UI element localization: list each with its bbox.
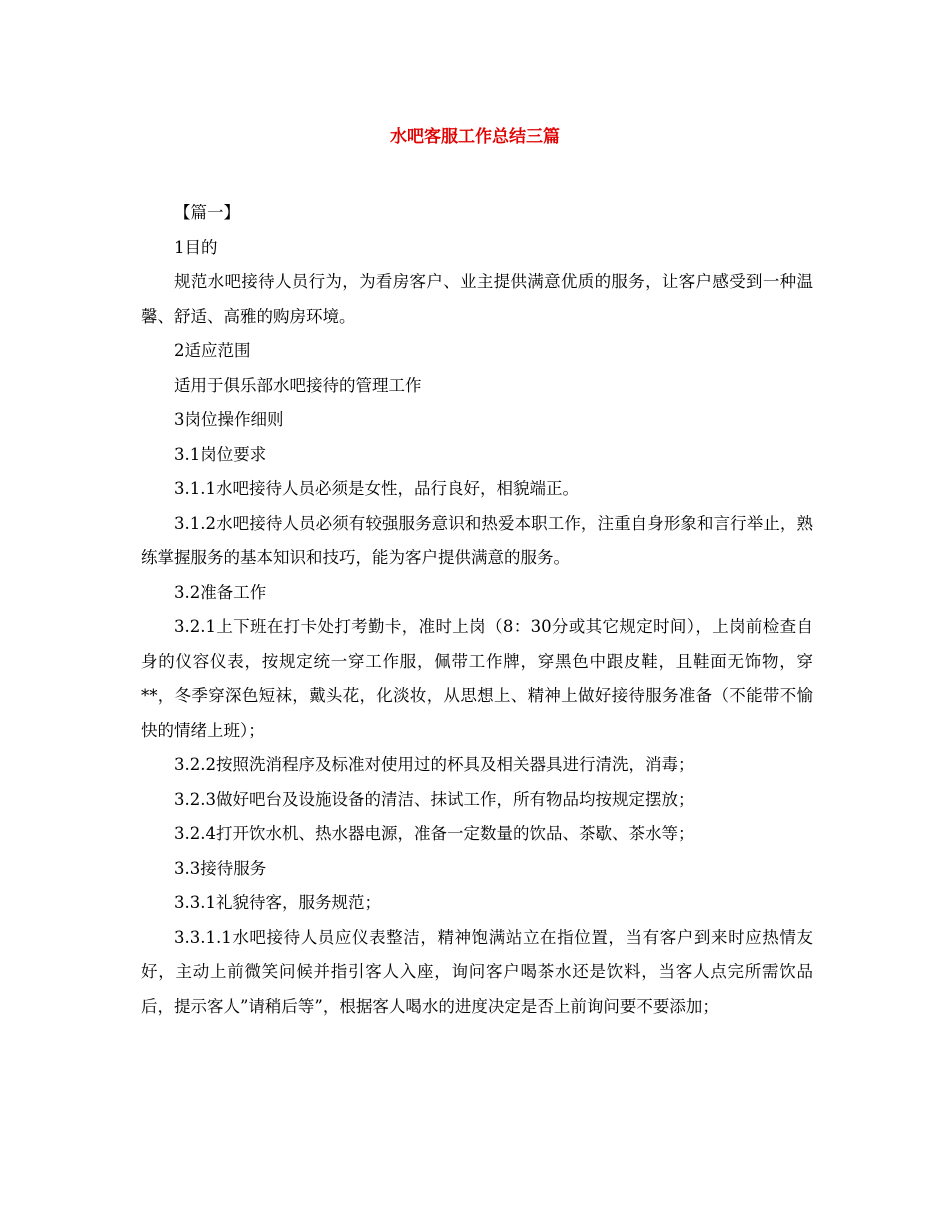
heading-rules: 3岗位操作细则 bbox=[174, 410, 284, 429]
heading-requirements: 3.1岗位要求 bbox=[174, 444, 267, 464]
paragraph-3-2-4: 3.2.4打开饮水机、热水器电源，准备一定数量的饮品、茶歇、茶水等； bbox=[174, 824, 695, 843]
paragraph-3-2-2: 3.2.2按照洗消程序及标准对使用过的杯具及相关器具进行清洗，消毒； bbox=[174, 755, 695, 774]
paragraph-3-2-1: 3.2.1上下班在打卡处打考勤卡，准时上岗（8：30分或其它规定时间），上岗前检查自身的仪容仪表，按规定统一穿工作服，佩带工作牌，穿黑色中跟皮鞋，且鞋面无饰物，穿**，冬季穿深色短袜，戴头花，化淡妆，从思想上、精神上做好接待服务准备（不能带不愉快的情绪上班）； bbox=[141, 617, 813, 740]
paragraph-purpose: 规范水吧接待人员行为，为看房客户、业主提供满意优质的服务，让客户感受到一种温馨、舒适、高雅的购房环境。 bbox=[141, 272, 813, 326]
paragraph-3-2-3: 3.2.3做好吧台及设施设备的清洁、抹试工作，所有物品均按规定摆放； bbox=[174, 789, 695, 809]
heading-reception: 3.3接待服务 bbox=[174, 858, 267, 878]
paragraph-3-1-1: 3.1.1水吧接待人员必须是女性，品行良好，相貌端正。 bbox=[174, 479, 579, 498]
heading-preparation: 3.2准备工作 bbox=[174, 582, 267, 602]
document-title: 水吧客服工作总结三篇 bbox=[390, 127, 560, 147]
paragraph-3-1-2: 3.1.2水吧接待人员必须有较强服务意识和热爱本职工作，注重自身形象和言行举止，熟练掌握服务的基本知识和技巧，能为客户提供满意的服务。 bbox=[141, 513, 813, 567]
heading-purpose: 1目的 bbox=[174, 237, 218, 257]
section-heading: 【篇一】 bbox=[174, 203, 240, 222]
heading-scope: 2适应范围 bbox=[174, 341, 251, 360]
paragraph-3-3-1-1: 3.3.1.1水吧接待人员应仪表整洁，精神饱满站立在指位置，当有客户到来时应热情友好，主动上前微笑问候并指引客人入座，询问客户喝茶水还是饮料，当客人点完所需饮品后，提示客人”请稍后等”，根据客人喝水的进度决定是否上前询问要不要添加； bbox=[141, 927, 813, 1016]
paragraph-scope: 适用于俱乐部水吧接待的管理工作 bbox=[174, 375, 422, 395]
document-body bbox=[141, 196, 813, 1024]
paragraph-3-3-1: 3.3.1礼貌待客，服务规范； bbox=[174, 893, 381, 912]
